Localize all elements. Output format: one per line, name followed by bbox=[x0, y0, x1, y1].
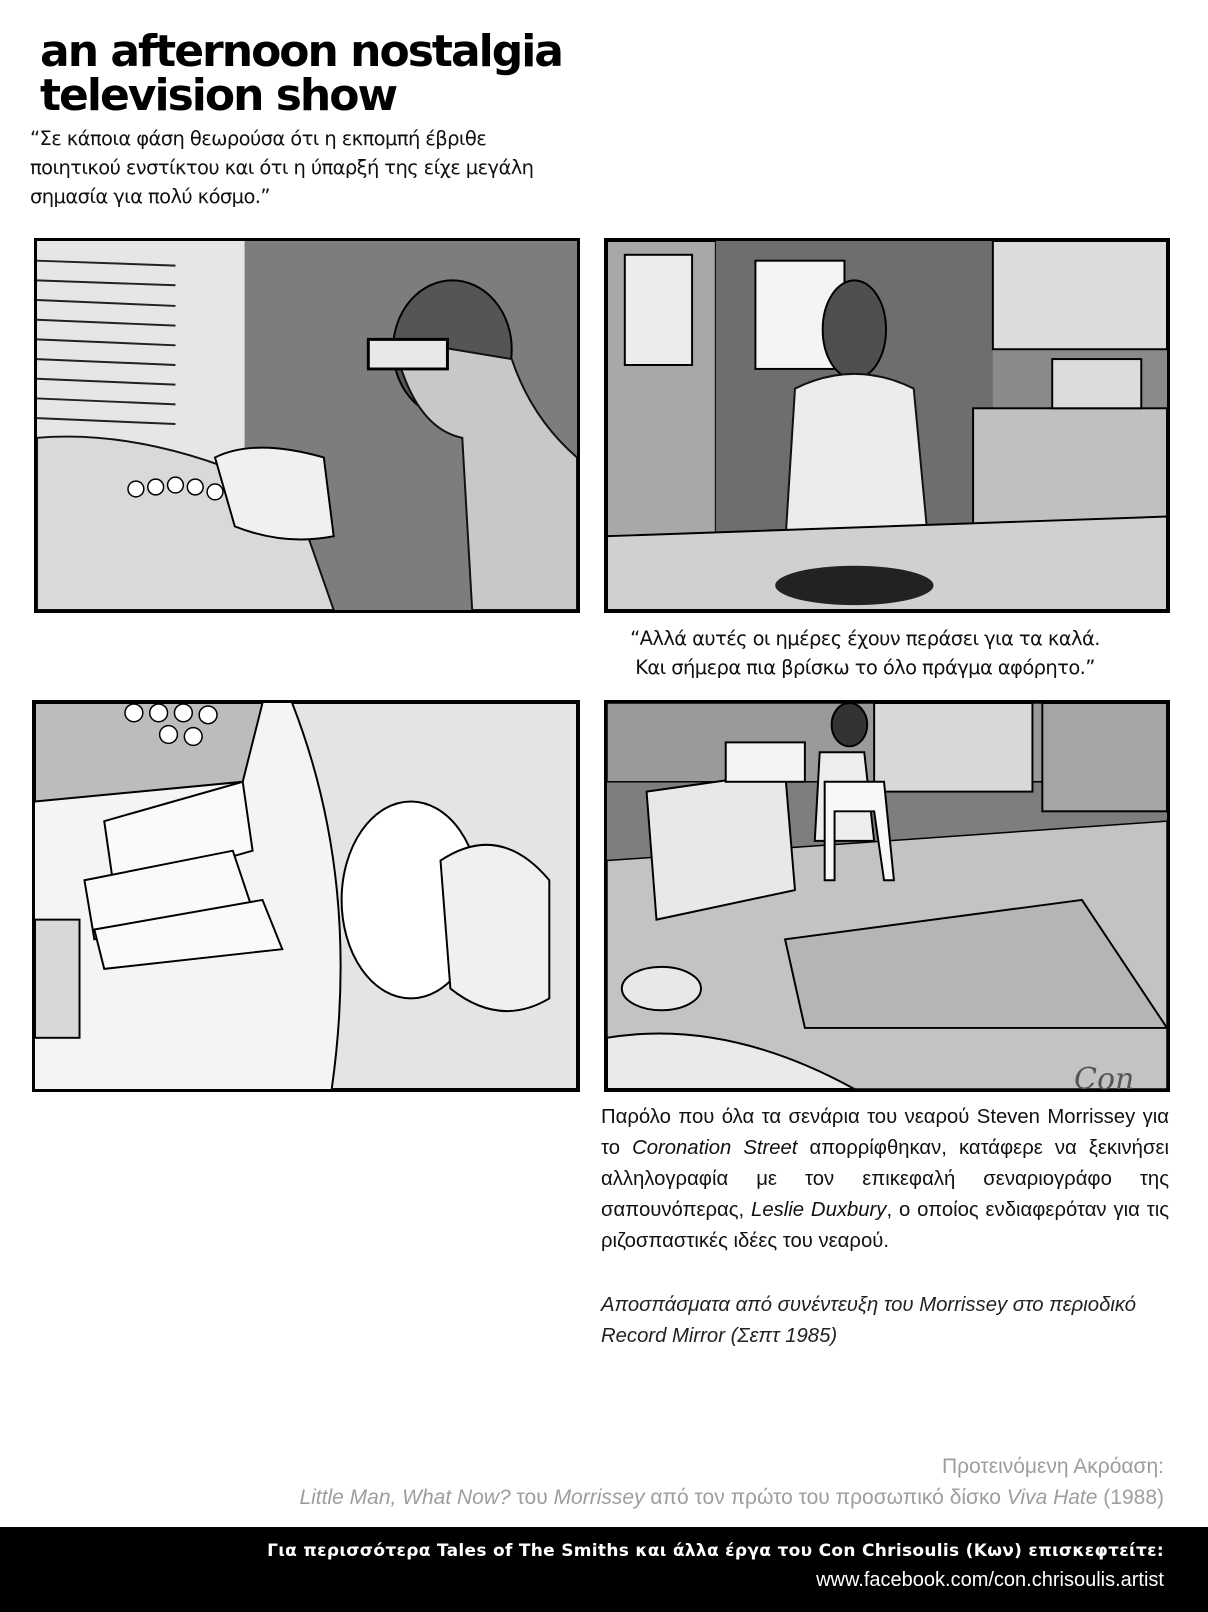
quote-top: “Σε κάποια φάση θεωρούσα ότι η εκπομπή έβριθε ποιητικού ενστίκτου και ότι η ύπαρξή της είχε μεγάλη σημασία για πολύ κόσμο.” bbox=[30, 127, 534, 208]
caption-text bbox=[601, 1102, 1169, 1257]
listening-text-2: από τον πρώτο του προσωπικό δίσκο bbox=[644, 1486, 1007, 1509]
listening-artist: Morrissey bbox=[553, 1486, 645, 1509]
caption-part-2: απορρίφθηκαν, κατάφερε να ξεκινήσει αλληλογραφία με τον επικεφαλή σεναριογράφο της σαπουνόπερας, bbox=[601, 1137, 1170, 1221]
panel-typing-wide bbox=[604, 700, 1170, 1092]
panel-seated-from-behind bbox=[604, 238, 1170, 613]
caption-part-1: Παρόλο που όλα τα σενάρια του νεαρού Steven Morrissey για το bbox=[601, 1106, 1169, 1159]
listening-heading: Προτεινόμενη Ακρόαση: bbox=[941, 1455, 1164, 1478]
listening-details bbox=[64, 1482, 1164, 1513]
footer-url-link[interactable]: www.facebook.com/con.chrisoulis.artist bbox=[816, 1569, 1164, 1591]
footer-promo-text: Για περισσότερα Tales of The Smiths και άλλα έργα του Con Chrisoulis (Κων) επισκεφτείτε: bbox=[267, 1541, 1164, 1561]
title-line-1: an afternoon nostalgia bbox=[40, 26, 562, 77]
caption-show-title: Coronation Street bbox=[632, 1137, 798, 1159]
listening-year: (1988) bbox=[1097, 1486, 1164, 1509]
quote-middle bbox=[600, 624, 1130, 682]
comic-title bbox=[40, 26, 562, 121]
quote-middle-line-1: “Αλλά αυτές οι ημέρες έχουν περάσει για τα καλά. bbox=[630, 627, 1100, 650]
footer-bar bbox=[0, 1527, 1208, 1612]
listening-song: Little Man, What Now? bbox=[299, 1486, 511, 1509]
panel-letters-closeup bbox=[32, 700, 580, 1092]
quote-middle-line-2: Και σήμερα πια βρίσκω το όλο πράγμα αφόρητο.” bbox=[635, 656, 1095, 679]
listening-album: Viva Hate bbox=[1006, 1486, 1098, 1509]
title-line-2: television show bbox=[40, 70, 397, 121]
caption-writer-name: Leslie Duxbury bbox=[751, 1199, 887, 1221]
artist-signature: Con bbox=[1074, 1062, 1135, 1097]
source-credit: Αποσπάσματα από συνέντευξη του Morrissey στο περιοδικό Record Mirror (Σεπτ 1985) bbox=[601, 1294, 1137, 1347]
panel-typing-closeup bbox=[34, 238, 580, 613]
recommended-listening bbox=[64, 1451, 1164, 1513]
caption-part-3: , ο οποίος ενδιαφερόταν για τις ριζοσπαστικές ιδέες του νεαρού. bbox=[601, 1199, 1169, 1252]
listening-text-1: του bbox=[510, 1486, 554, 1509]
